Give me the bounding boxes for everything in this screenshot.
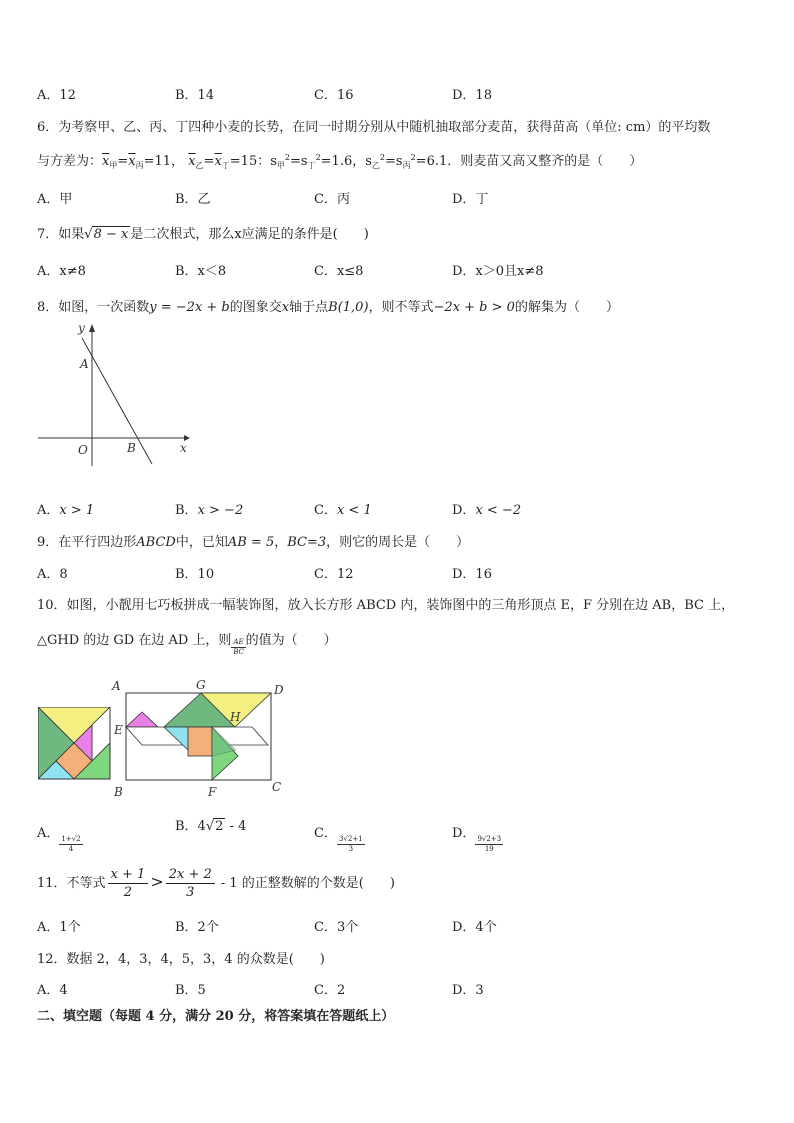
q9-stem: 9．在平行四边形ABCD中，已知AB = 5，BC=3，则它的周长是（ ） (37, 535, 470, 550)
q11-option-a: A．1个 (37, 920, 81, 935)
q9-option-b: B．10 (175, 567, 215, 582)
q7-stem: 7．如果√8 − x 是二次根式，那么x应满足的条件是( ) (37, 227, 369, 242)
q5-option-d: D．18 (452, 88, 492, 103)
q7-option-b: B．x＜8 (175, 264, 227, 279)
q8-option-b: B．x > −2 (175, 503, 244, 518)
label-x: x (180, 441, 187, 455)
label-y: y (78, 321, 85, 335)
q6-stem-line2: 与方差为：$\overline{x}_甲=\overline{x}_丙=11$， $\overline{x}_乙=\overline{x}_丁=15$：$s_甲^2=s_丁^2=1.6$，$s_乙^2=s_丙^2=6.1$．则麦苗又高又整齐的是（ ） (37, 153, 643, 170)
label-f: F (208, 785, 217, 799)
label-o: O (78, 443, 88, 457)
q11-stem: 11．不等式 $\frac{x + 1}{2}$ > $\frac{2x + 2}{3} - 1$ 的正整数解的个数是( ) (37, 867, 395, 900)
q5-option-a: A．12 (37, 88, 76, 103)
q12-option-c: C．2 (314, 983, 346, 998)
q10-option-c: C． $\frac{3√2+1}{3}$ (314, 826, 363, 853)
label-a: A (80, 357, 89, 371)
q6-option-a: A．甲 (37, 192, 73, 207)
q6-option-d: D．丁 (452, 192, 489, 207)
q5-option-c: C．16 (314, 88, 354, 103)
piece-orange-square (188, 727, 212, 756)
q7-option-d: D．x＞0且x≠8 (452, 264, 544, 279)
q12-option-a: A．4 (37, 983, 68, 998)
q10-stem-line2: △GHD 的边 GD 在边 AD 上，则 $\frac{AE}{BC}$ 的值为（ ） (37, 633, 337, 656)
q10-option-b: B．4√2 - 4 (175, 819, 247, 834)
q6-stem-line1: 6．为考察甲、乙、丙、丁四种小麦的长势，在同一时期分别从中随机抽取部分麦苗，获得苗高（单位: cm）的平均数 (37, 120, 711, 135)
q9-option-c: C．12 (314, 567, 354, 582)
q6-option-b: B．乙 (175, 192, 211, 207)
q12-option-b: B．5 (175, 983, 206, 998)
label-a: A (112, 679, 121, 693)
label-e: E (114, 723, 123, 737)
q11-option-d: D．4个 (452, 920, 497, 935)
q8-function-graph (30, 318, 190, 468)
q10-tangram-square (38, 707, 112, 781)
q7-radicand: 8 − x (93, 227, 129, 242)
q10-rectangle-figure (108, 678, 294, 800)
label-d: D (274, 683, 284, 697)
q10-option-a: A． $\frac{1+√2}{4}$ (37, 826, 81, 853)
q7-option-c: C．x≤8 (314, 264, 364, 279)
y-axis-arrow (89, 324, 95, 332)
q8-option-a: A．x > 1 (37, 503, 95, 518)
label-c: C (272, 780, 282, 794)
q9-option-a: A．8 (37, 567, 68, 582)
q11-option-b: B．2个 (175, 920, 219, 935)
q12-stem: 12．数据 2，4，3，4，5，3，4 的众数是( ) (37, 952, 325, 967)
q11-option-c: C．3个 (314, 920, 359, 935)
q10-option-d: D． $\frac{9√2+3}{19}$ (452, 826, 502, 853)
q12-option-d: D．3 (452, 983, 484, 998)
q8-option-d: D．x < −2 (452, 503, 522, 518)
q9-option-d: D．16 (452, 567, 492, 582)
q10-stem-line1: 10．如图，小靓用七巧板拼成一幅装饰图，放入长方形 ABCD 内，装饰图中的三角形顶点 E，F 分别在边 AB，BC 上， (37, 598, 735, 613)
q6-option-c: C．丙 (314, 192, 350, 207)
q5-option-b: B．14 (175, 88, 215, 103)
label-h: H (230, 710, 241, 724)
label-b: B (114, 785, 123, 799)
q8-option-c: C．x < 1 (314, 503, 372, 518)
q10-fraction: $\frac{AE}{BC}$ (233, 638, 244, 656)
section2-heading: 二、填空题（每题 4 分，满分 20 分，将答案填在答题纸上） (37, 1009, 395, 1024)
q7-option-a: A．x≠8 (37, 264, 86, 279)
q8-stem: 8．如图，一次函数y = −2x + b的图象交x轴于点B(1,0)，则不等式−2x + b > 0的解集为（ ） (37, 300, 619, 315)
label-b: B (127, 441, 136, 455)
label-g: G (196, 678, 206, 692)
